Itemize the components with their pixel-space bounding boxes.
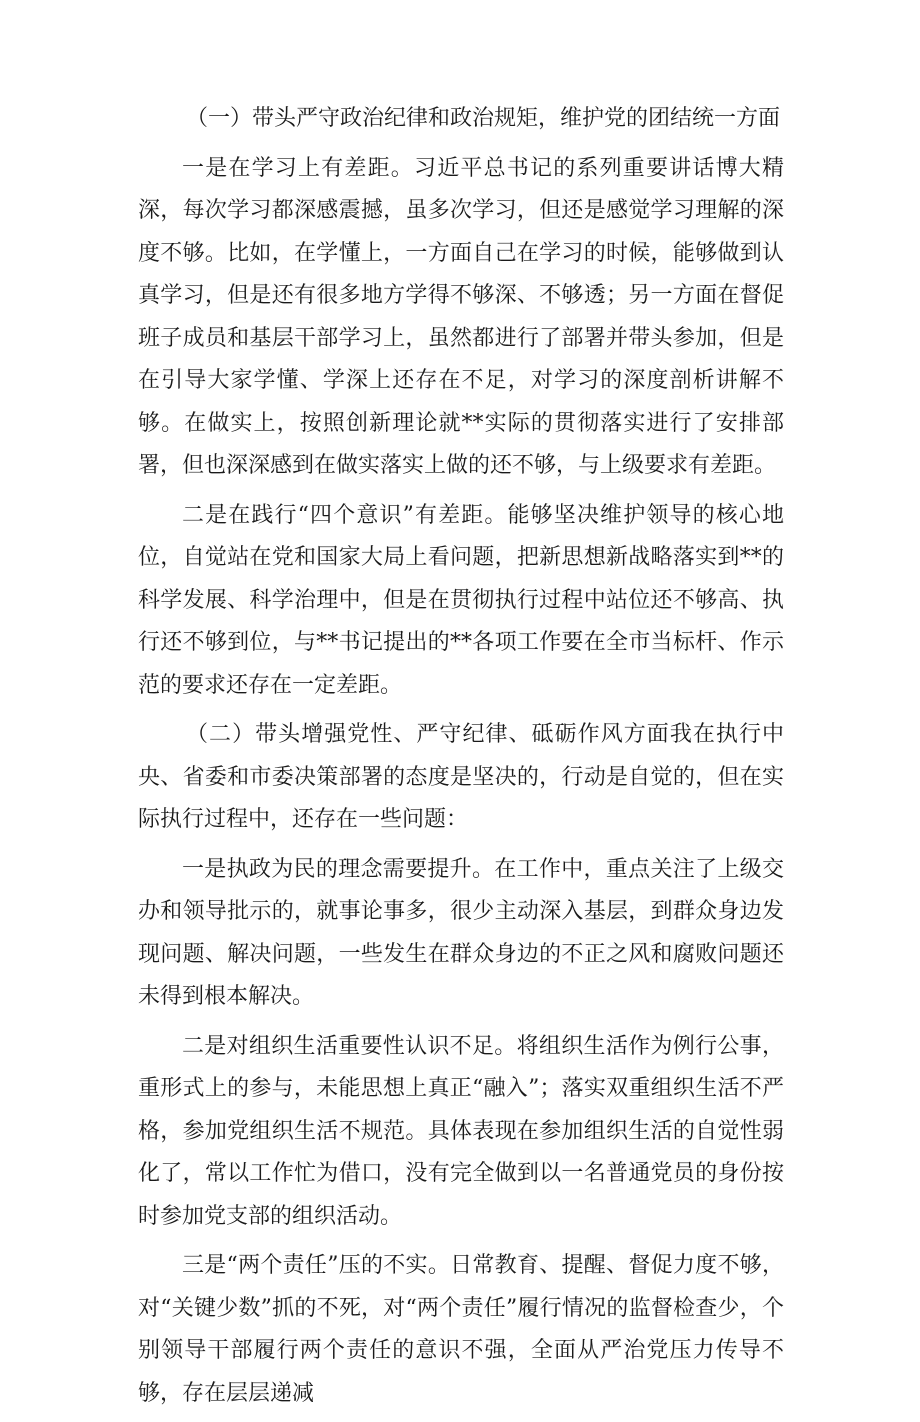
paragraph-organizational-life: 二是对组织生活重要性认识不足。将组织生活作为例行公事，重形式上的参与，未能思想上真正“融入”；落实双重组织生活不严格，参加党组织生活不规范。具体表现在参加组织生活的自觉性弱化了，常以工作忙为借口，没有完全做到以一名普通党员的身份按时参加党支部的组织活动。 — [138, 1033, 784, 1229]
section-heading-2: （二）带头增强党性、严守纪律、砥砺作风方面我在执行中央、省委和市委决策部署的态度是坚决的，行动是自觉的，但在实际执行过程中，还存在一些问题： — [138, 722, 784, 832]
document-body — [138, 98, 784, 1422]
section-heading-1: （一）带头严守政治纪律和政治规矩，维护党的团结统一方面 — [186, 106, 781, 131]
paragraph-four-consciousness: 二是在践行“四个意识”有差距。能够坚决维护领导的核心地位，自觉站在党和国家大局上看问题，把新思想新战略落实到**的科学发展、科学治理中，但是在贯彻执行过程中站位还不够高、执行还不够到位，与**书记提出的**各项工作要在全市当标杆、作示范的要求还存在一定差距。 — [138, 502, 784, 698]
paragraph-governance-for-people: 一是执政为民的理念需要提升。在工作中，重点关注了上级交办和领导批示的，就事论事多，很少主动深入基层，到群众身边发现问题、解决问题，一些发生在群众身边的不正之风和腐败问题还未得到根本解决。 — [138, 856, 784, 1009]
paragraph-two-responsibilities: 三是“两个责任”压的不实。日常教育、提醒、督促力度不够，对“关键少数”抓的不死，对“两个责任”履行情况的监督检查少，个别领导干部履行两个责任的意识不强，全面从严治党压力传导不够，存在层层递减 — [138, 1253, 784, 1406]
paragraph-study-gap: 一是在学习上有差距。习近平总书记的系列重要讲话博大精深，每次学习都深感震撼，虽多次学习，但还是感觉学习理解的深度不够。比如，在学懂上，一方面自己在学习的时候，能够做到认真学习，但是还有很多地方学得不够深、不够透；另一方面在督促班子成员和基层干部学习上，虽然都进行了部署并带头参加，但是在引导大家学懂、学深上还存在不足，对学习的深度剖析讲解不够。在做实上，按照创新理论就**实际的贯彻落实进行了安排部署，但也深深感到在做实落实上做的还不够，与上级要求有差距。 — [138, 155, 784, 478]
